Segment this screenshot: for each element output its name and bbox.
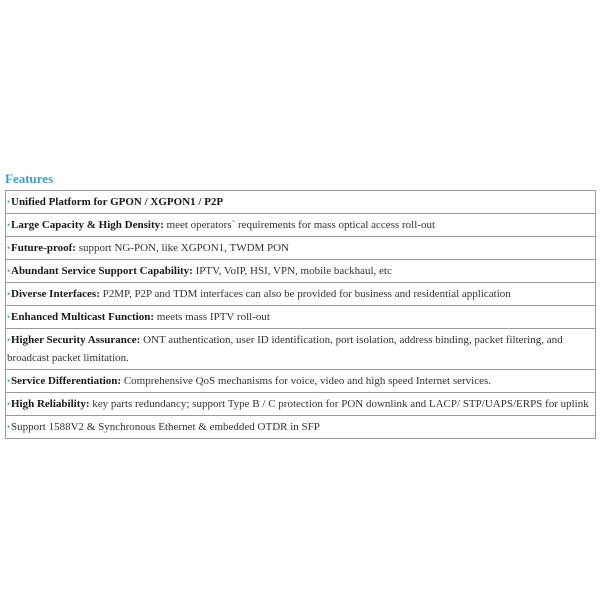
bullet-icon: • — [7, 243, 11, 253]
table-row — [6, 329, 596, 370]
feature-title: High Reliability: — [11, 398, 90, 410]
feature-text: P2MP, P2P and TDM interfaces can also be provided for business and residential application — [99, 288, 511, 300]
bullet-icon: • — [7, 312, 11, 322]
feature-cell — [6, 191, 596, 214]
feature-text: Support 1588V2 & Synchronous Ethernet & embedded OTDR in SFP — [11, 421, 320, 433]
feature-cell — [6, 306, 596, 329]
feature-title: Enhanced Multicast Function: — [11, 311, 155, 323]
feature-cell — [6, 416, 596, 439]
feature-text: key parts redundancy; support Type B / C protection for PON downlink and LACP/ STP/UAPS/ERPS for uplink — [89, 398, 589, 410]
feature-text: support NG-PON, like XGPON1, TWDM PON — [75, 242, 290, 254]
feature-cell — [6, 237, 596, 260]
features-table — [5, 190, 596, 439]
table-row — [6, 306, 596, 329]
feature-title: Service Differentiation: — [11, 375, 122, 387]
bullet-icon: • — [7, 422, 11, 432]
bullet-icon: • — [7, 376, 11, 386]
feature-title: Future-proof: — [11, 242, 76, 254]
bullet-icon: • — [7, 220, 11, 230]
feature-title: Abundant Service Support Capability: — [11, 265, 193, 277]
table-row — [6, 416, 596, 439]
feature-text: ONT authentication, user ID identification, port isolation, address binding, packet filtering, and broadcast packet limitation. — [7, 334, 563, 364]
feature-text: IPTV, VoIP, HSI, VPN, mobile backhaul, etc — [192, 265, 392, 277]
feature-title: Large Capacity & High Density: — [11, 219, 164, 231]
bullet-icon: • — [7, 197, 11, 207]
feature-cell — [6, 214, 596, 237]
bullet-icon: • — [7, 335, 11, 345]
bullet-icon: • — [7, 266, 11, 276]
features-heading: Features — [5, 171, 54, 186]
feature-title: Higher Security Assurance: — [11, 334, 141, 346]
table-row — [6, 283, 596, 306]
feature-cell — [6, 393, 596, 416]
feature-cell — [6, 329, 596, 370]
table-row — [6, 214, 596, 237]
table-row — [6, 260, 596, 283]
table-row — [6, 393, 596, 416]
feature-cell — [6, 283, 596, 306]
bullet-icon: • — [7, 399, 11, 409]
feature-text: Comprehensive QoS mechanisms for voice, video and high speed Internet services. — [121, 375, 492, 387]
feature-text: meets mass IPTV roll-out — [154, 311, 270, 323]
table-row — [6, 191, 596, 214]
features-table-body — [6, 191, 596, 439]
feature-title: Unified Platform for GPON / XGPON1 / P2P — [11, 196, 224, 208]
feature-cell — [6, 370, 596, 393]
feature-cell — [6, 260, 596, 283]
table-row — [6, 370, 596, 393]
feature-title: Diverse Interfaces: — [11, 288, 100, 300]
bullet-icon: • — [7, 289, 11, 299]
table-row — [6, 237, 596, 260]
feature-text: meet operators` requirements for mass optical access roll-out — [163, 219, 436, 231]
